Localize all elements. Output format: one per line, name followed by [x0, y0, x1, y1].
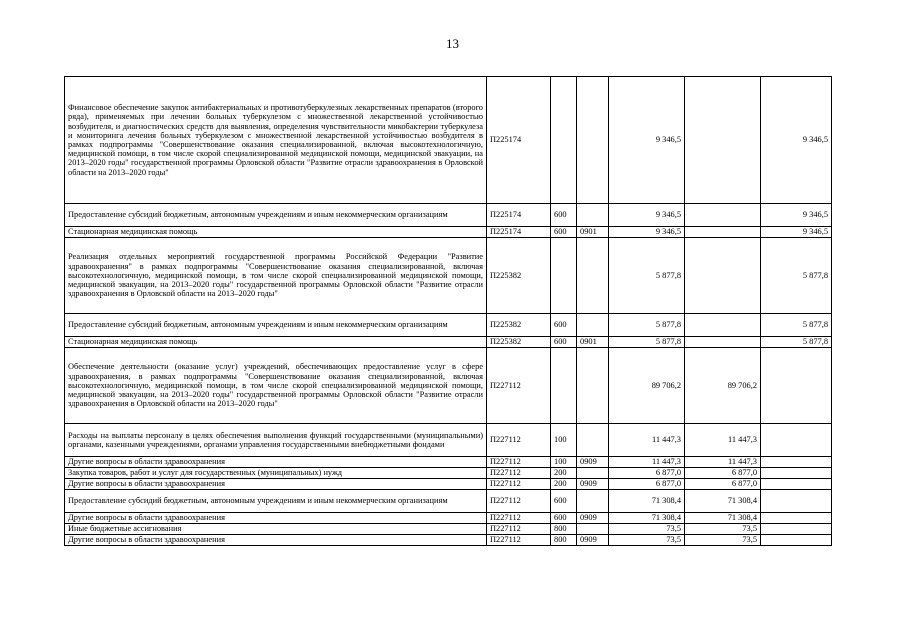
- target-article-code: П227112: [487, 490, 551, 513]
- amount-col-b: [685, 238, 761, 314]
- amount-col-c: 5 877,8: [761, 314, 832, 337]
- amount-col-b: [685, 204, 761, 227]
- expense-type: 200: [551, 479, 577, 490]
- expense-type: 600: [551, 513, 577, 524]
- amount-col-b: 11 447,3: [685, 424, 761, 457]
- row-description: Другие вопросы в области здравоохранения: [65, 535, 487, 546]
- amount-col-b: 6 877,0: [685, 479, 761, 490]
- row-description: Реализация отдельных мероприятий государственной программы Российской Федерации "Развитие здравоохранения" в рамках подпрограммы "Совершенствование оказания специализированной, включая высокотехнологичную, медицинской помощи, в том числе скорой специализированной медицинской помощи, медицинской эвакуации, на 2013–2020 годы" государственной программы Орловской области "Развитие отрасли здравоохранения в Орловской области на 2013–2020 годы": [65, 238, 487, 314]
- row-description: Обеспечение деятельности (оказание услуг) учреждений, обеспечивающих предоставление услуг в сфере здравоохранения, в рамках подпрограммы "Совершенствование оказания специализированной, включая высокотехнологичную, медицинской помощи, в том числе скорой специализированной медицинской помощи, медицинской эвакуации, на 2013–2020 годы" государственной программы Орловской области "Развитие отрасли здравоохранения в Орловской области на 2013–2020 годы": [65, 348, 487, 424]
- expense-type: 200: [551, 468, 577, 479]
- target-article-code: П225174: [487, 77, 551, 204]
- amount-col-b: [685, 77, 761, 204]
- amount-col-b: 89 706,2: [685, 348, 761, 424]
- amount-col-b: 73,5: [685, 524, 761, 535]
- amount-total: 89 706,2: [609, 348, 685, 424]
- row-description: Предоставление субсидий бюджетным, автономным учреждениям и иным некоммерческим организациям: [65, 490, 487, 513]
- amount-col-c: 5 877,8: [761, 238, 832, 314]
- section-code: 0909: [577, 457, 609, 468]
- row-description: Стационарная медицинская помощь: [65, 337, 487, 348]
- expense-type: [551, 348, 577, 424]
- amount-col-b: 11 447,3: [685, 457, 761, 468]
- section-code: 0909: [577, 513, 609, 524]
- amount-col-c: [761, 490, 832, 513]
- amount-total: 71 308,4: [609, 490, 685, 513]
- table-row: [65, 424, 832, 457]
- target-article-code: П225382: [487, 337, 551, 348]
- table-row: [65, 204, 832, 227]
- amount-col-c: [761, 513, 832, 524]
- section-code: 0909: [577, 535, 609, 546]
- amount-total: 9 346,5: [609, 227, 685, 238]
- table-row: [65, 524, 832, 535]
- row-description: Другие вопросы в области здравоохранения: [65, 513, 487, 524]
- section-code: [577, 348, 609, 424]
- expense-type: 800: [551, 535, 577, 546]
- expense-type: 600: [551, 204, 577, 227]
- target-article-code: П225382: [487, 314, 551, 337]
- target-article-code: П227112: [487, 468, 551, 479]
- amount-col-b: 73,5: [685, 535, 761, 546]
- expense-type: [551, 238, 577, 314]
- amount-total: 73,5: [609, 524, 685, 535]
- amount-col-c: [761, 524, 832, 535]
- table-row: [65, 468, 832, 479]
- expense-type: 100: [551, 457, 577, 468]
- amount-total: 71 308,4: [609, 513, 685, 524]
- row-description: Предоставление субсидий бюджетным, автономным учреждениям и иным некоммерческим организациям: [65, 314, 487, 337]
- expense-type: 600: [551, 314, 577, 337]
- amount-total: 5 877,8: [609, 337, 685, 348]
- target-article-code: П225174: [487, 204, 551, 227]
- row-description: Иные бюджетные ассигнования: [65, 524, 487, 535]
- expense-type: 100: [551, 424, 577, 457]
- amount-total: 11 447,3: [609, 457, 685, 468]
- target-article-code: П227112: [487, 513, 551, 524]
- row-description: Закупка товаров, работ и услуг для государственных (муниципальных) нужд: [65, 468, 487, 479]
- target-article-code: П225382: [487, 238, 551, 314]
- table-row: [65, 227, 832, 238]
- page-number: 13: [446, 36, 459, 51]
- amount-col-c: 9 346,5: [761, 77, 832, 204]
- target-article-code: П225174: [487, 227, 551, 238]
- amount-col-b: 71 308,4: [685, 513, 761, 524]
- amount-col-b: [685, 337, 761, 348]
- row-description: Стационарная медицинская помощь: [65, 227, 487, 238]
- amount-col-b: 6 877,0: [685, 468, 761, 479]
- table-row: [65, 457, 832, 468]
- target-article-code: П227112: [487, 457, 551, 468]
- section-code: [577, 204, 609, 227]
- table-row: [65, 535, 832, 546]
- table-row: [65, 490, 832, 513]
- amount-col-c: [761, 535, 832, 546]
- table-row: [65, 314, 832, 337]
- amount-total: 5 877,8: [609, 238, 685, 314]
- amount-col-c: 5 877,8: [761, 337, 832, 348]
- section-code: [577, 77, 609, 204]
- amount-col-c: [761, 479, 832, 490]
- amount-col-b: [685, 314, 761, 337]
- section-code: [577, 490, 609, 513]
- target-article-code: П227112: [487, 348, 551, 424]
- section-code: [577, 524, 609, 535]
- table-row: [65, 513, 832, 524]
- expense-type: 600: [551, 337, 577, 348]
- target-article-code: П227112: [487, 479, 551, 490]
- amount-total: 11 447,3: [609, 424, 685, 457]
- table-row: [65, 479, 832, 490]
- table-row: [65, 77, 832, 204]
- row-description: Финансовое обеспечение закупок антибактериальных и противотуберкулезных лекарственных препаратов (второго ряда), применяемых при лечении больных туберкулезом с множественной лекарственной устойчивостью возбудителя, и диагностических средств для выявления, определения чувствительности микобактерии туберкулеза и мониторинга лечения больных туберкулезом с множественной лекарственной устойчивостью возбудителя в рамках подпрограммы "Совершенствование оказания специализированной, включая высокотехнологичную, медицинской помощи, в том числе скорой специализированной медицинской помощи, медицинской эвакуации, на 2013–2020 годы" государственной программы Орловской области "Развитие отрасли здравоохранения в Орловской области на 2013–2020 годы": [65, 77, 487, 204]
- row-description: Другие вопросы в области здравоохранения: [65, 479, 487, 490]
- section-code: [577, 314, 609, 337]
- section-code: 0901: [577, 227, 609, 238]
- amount-col-c: [761, 424, 832, 457]
- table-row: [65, 337, 832, 348]
- amount-total: 6 877,0: [609, 479, 685, 490]
- amount-col-c: [761, 468, 832, 479]
- target-article-code: П227112: [487, 535, 551, 546]
- row-description: Другие вопросы в области здравоохранения: [65, 457, 487, 468]
- expense-type: 800: [551, 524, 577, 535]
- amount-col-b: [685, 227, 761, 238]
- amount-total: 9 346,5: [609, 204, 685, 227]
- row-description: Предоставление субсидий бюджетным, автономным учреждениям и иным некоммерческим организациям: [65, 204, 487, 227]
- expense-type: 600: [551, 490, 577, 513]
- amount-total: 73,5: [609, 535, 685, 546]
- target-article-code: П227112: [487, 524, 551, 535]
- section-code: [577, 238, 609, 314]
- budget-table: [64, 76, 832, 546]
- section-code: 0909: [577, 479, 609, 490]
- amount-total: 6 877,0: [609, 468, 685, 479]
- amount-col-c: [761, 457, 832, 468]
- expense-type: 600: [551, 227, 577, 238]
- table-row: [65, 238, 832, 314]
- section-code: 0901: [577, 337, 609, 348]
- amount-col-c: 9 346,5: [761, 227, 832, 238]
- amount-total: 9 346,5: [609, 77, 685, 204]
- amount-col-c: 9 346,5: [761, 204, 832, 227]
- expense-type: [551, 77, 577, 204]
- target-article-code: П227112: [487, 424, 551, 457]
- section-code: [577, 468, 609, 479]
- table-row: [65, 348, 832, 424]
- amount-col-b: 71 308,4: [685, 490, 761, 513]
- amount-col-c: [761, 348, 832, 424]
- amount-total: 5 877,8: [609, 314, 685, 337]
- section-code: [577, 424, 609, 457]
- row-description: Расходы на выплаты персоналу в целях обеспечения выполнения функций государственными (муниципальными) органами, казенными учреждениями, органами управления государственными внебюджетными фондами: [65, 424, 487, 457]
